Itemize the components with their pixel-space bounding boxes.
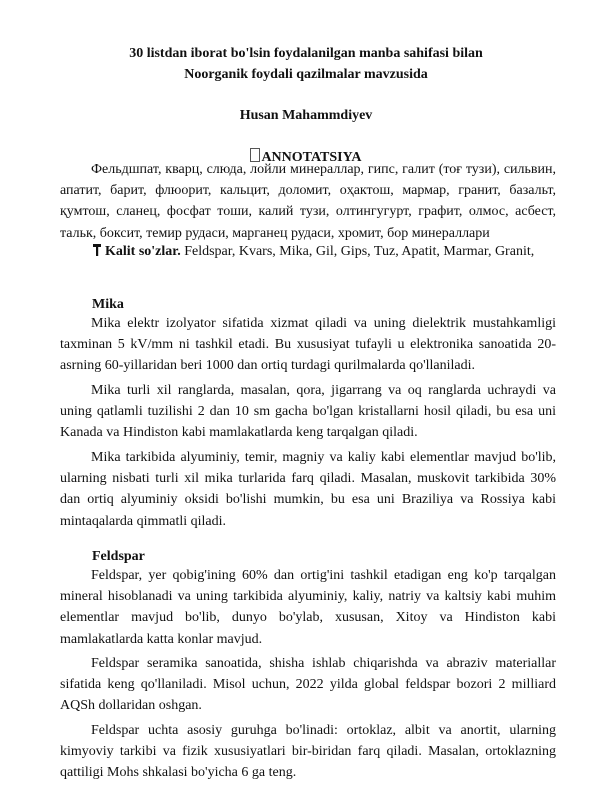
document-title-line-2: Noorganik foydali qazilmalar mavzusida: [184, 67, 428, 82]
annotation-heading: ANNOTATSIYA: [261, 150, 362, 165]
annotation-text: Фельдшпат, кварц, слюда, лойли минераллар, гипс, галит (тоғ тузи), сильвин, апатит, барит, флюорит, кальцит, доломит, оҳактош, мармар, гранит, базальт, қумтош, сланец, фосфат тоши, калий тузи, олтингугурт, графит, олмос, асбест, тальк, боксит, темир рудаси, марганец рудаси, хромит, бор минераллари: [60, 162, 556, 241]
section-heading-mika: Mika: [92, 297, 124, 312]
keywords-line: [92, 243, 534, 261]
mika-paragraph-2: Mika turli xil ranglarda, masalan, qora, jigarrang va oq ranglarda uchraydi va uning qatlamli tuzilishi 2 dan 10 sm gacha bo'lgan kristallarni hosil qiladi, bu esa uni Kanada va Hindiston kabi mamlakatlarda keng tarqalgan qiladi.: [60, 383, 556, 441]
document-title-line-1: 30 listdan iborat bo'lsin foydalanilgan manba sahifasi bilan: [129, 46, 483, 61]
mika-paragraph-3: Mika tarkibida alyuminiy, temir, magniy va kaliy kabi elementlar mavjud bo'lib, ularning nisbati turli xil mika turlarida farq qiladi. Masalan, muskovit tarkibida 30% dan ortiq alyuminiy oksidi bo'lishi mumkin, bu esa uni Braziliya va Rossiya kabi mintaqalarda qimmatli qiladi.: [60, 450, 556, 529]
keywords-label: Kalit so'zlar.: [105, 244, 181, 259]
feldspar-paragraph-2: Feldspar seramika sanoatida, shisha ishlab chiqarishda va abraziv materiallar sifatida keng qo'llaniladi. Misol uchun, 2022 yilda global feldspar bozori 2 milliard AQSh dollaridan oshgan.: [60, 656, 556, 714]
keywords-text: Feldspar, Kvars, Mika, Gil, Gips, Tuz, Apatit, Marmar, Granit,: [184, 244, 535, 259]
feldspar-paragraph-3: Feldspar uchta asosiy guruhga bo'linadi: ortoklaz, albit va anortit, ularning kimyoviy tarkibi va fizik xususiyatlari bir-biridan farq qiladi. Masalan, ortoklazning qattiligi Mohs shkalasi bo'yicha 6 ga teng.: [60, 723, 556, 781]
section-heading-feldspar: Feldspar: [92, 549, 145, 564]
pin-icon: [92, 243, 102, 257]
feldspar-paragraph-1: Feldspar, yer qobig'ining 60% dan ortig'ini tashkil etadigan eng ko'p tarqalgan mineral hisoblanadi va uning tarkibida alyuminiy, kaliy, natriy va kaltsiy kabi muhim elementlar mavjud bo'lib, dunyo bo'ylab, xususan, Xitoy va Hindiston kabi mamlakatlarda katta konlar mavjud.: [60, 568, 556, 647]
mika-paragraph-1: Mika elektr izolyator sifatida xizmat qiladi va uning dielektrik mustahkamligi taxminan 5 kV/mm ni tashkil etadi. Bu xususiyat tufayli u elektronika sanoatida 20-asrning 60-yillaridan beri 1000 dan ortiq turdagi qurilmalarda qo'llaniladi.: [60, 316, 556, 374]
author-name: Husan Mahammdiyev: [239, 108, 373, 123]
